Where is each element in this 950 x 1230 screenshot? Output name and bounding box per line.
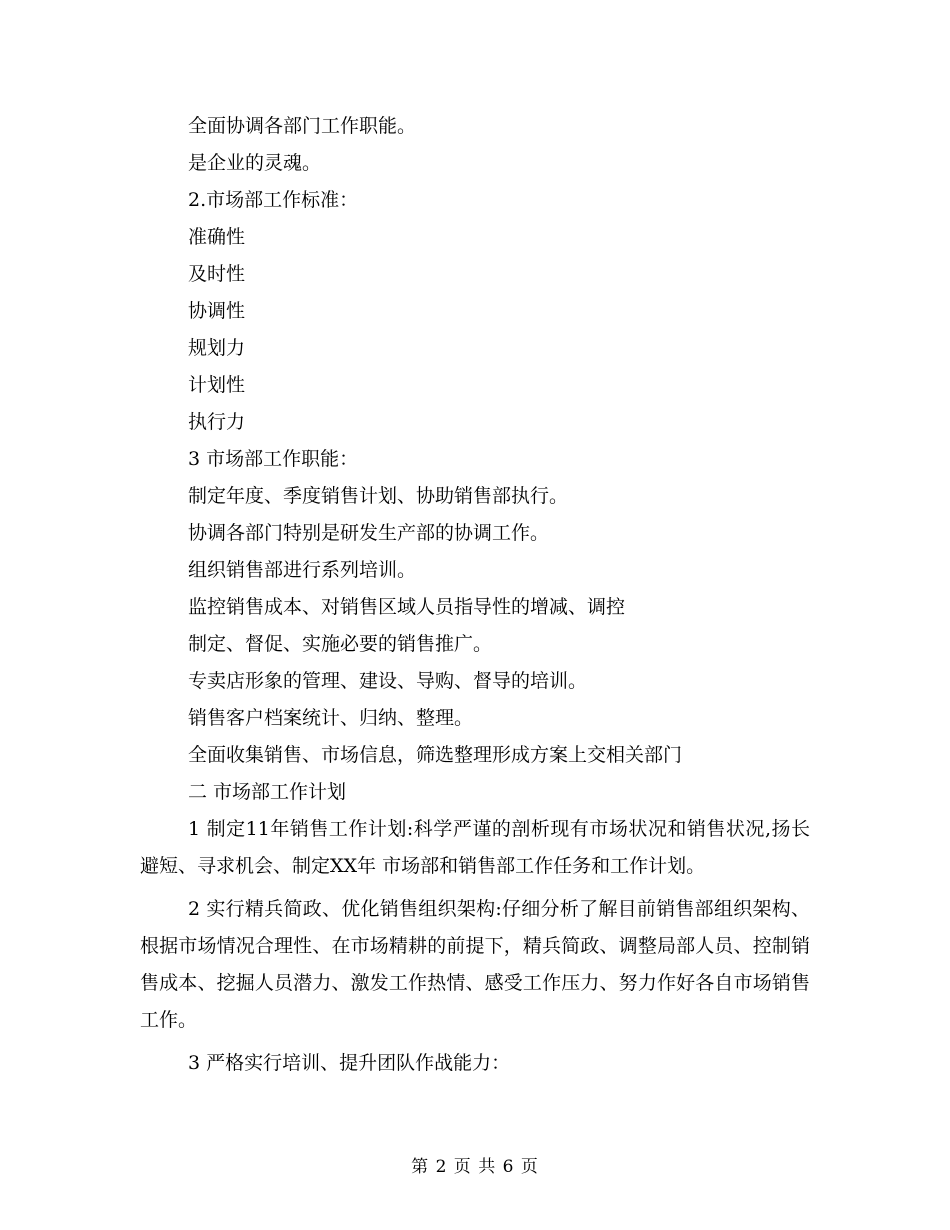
section-heading: 3 市场部工作职能： bbox=[188, 448, 359, 470]
list-item: 协调性 bbox=[188, 300, 246, 322]
list-item: 制定年度、季度销售计划、协助销售部执行。 bbox=[188, 485, 569, 507]
list-item: 协调各部门特别是研发生产部的协调工作。 bbox=[188, 522, 550, 544]
list-item: 全面收集销售、市场信息，筛选整理形成方案上交相关部门 bbox=[188, 744, 683, 766]
list-item: 准确性 bbox=[188, 226, 246, 248]
text-line: 全面协调各部门工作职能。 bbox=[188, 115, 417, 137]
section-heading: 二 市场部工作计划 bbox=[188, 781, 347, 803]
text-line: 是企业的灵魂。 bbox=[188, 152, 322, 174]
list-item: 专卖店形象的管理、建设、导购、督导的培训。 bbox=[188, 670, 588, 692]
list-item: 计划性 bbox=[188, 374, 246, 396]
page-content bbox=[140, 108, 810, 1082]
body-paragraph: 2 实行精兵简政、优化销售组织架构:仔细分析了解目前销售部组织架构、根据市场情况合理性、在市场精耕的前提下，精兵简政、调整局部人员、控制销售成本、挖掘人员潜力、激发工作热情、感受工作压力、努力作好各自市场销售工作。 bbox=[140, 898, 810, 1031]
list-item: 销售客户档案统计、归纳、整理。 bbox=[188, 707, 474, 729]
page-number-footer: 第 2 页 共 6 页 bbox=[411, 1157, 539, 1177]
list-item: 规划力 bbox=[188, 337, 246, 359]
body-paragraph: 3 严格实行培训、提升团队作战能力： bbox=[188, 1052, 511, 1074]
list-item: 制定、督促、实施必要的销售推广。 bbox=[188, 633, 493, 655]
list-item: 监控销售成本、对销售区域人员指导性的增减、调控 bbox=[188, 596, 626, 618]
body-paragraph: 1 制定11年销售工作计划:科学严谨的剖析现有市场状况和销售状况,扬长避短、寻求机会、制定XX年 市场部和销售部工作任务和工作计划。 bbox=[140, 818, 810, 877]
list-item: 及时性 bbox=[188, 263, 246, 285]
section-heading: 2.市场部工作标准： bbox=[188, 189, 359, 211]
list-item: 执行力 bbox=[188, 411, 246, 433]
list-item: 组织销售部进行系列培训。 bbox=[188, 559, 417, 581]
